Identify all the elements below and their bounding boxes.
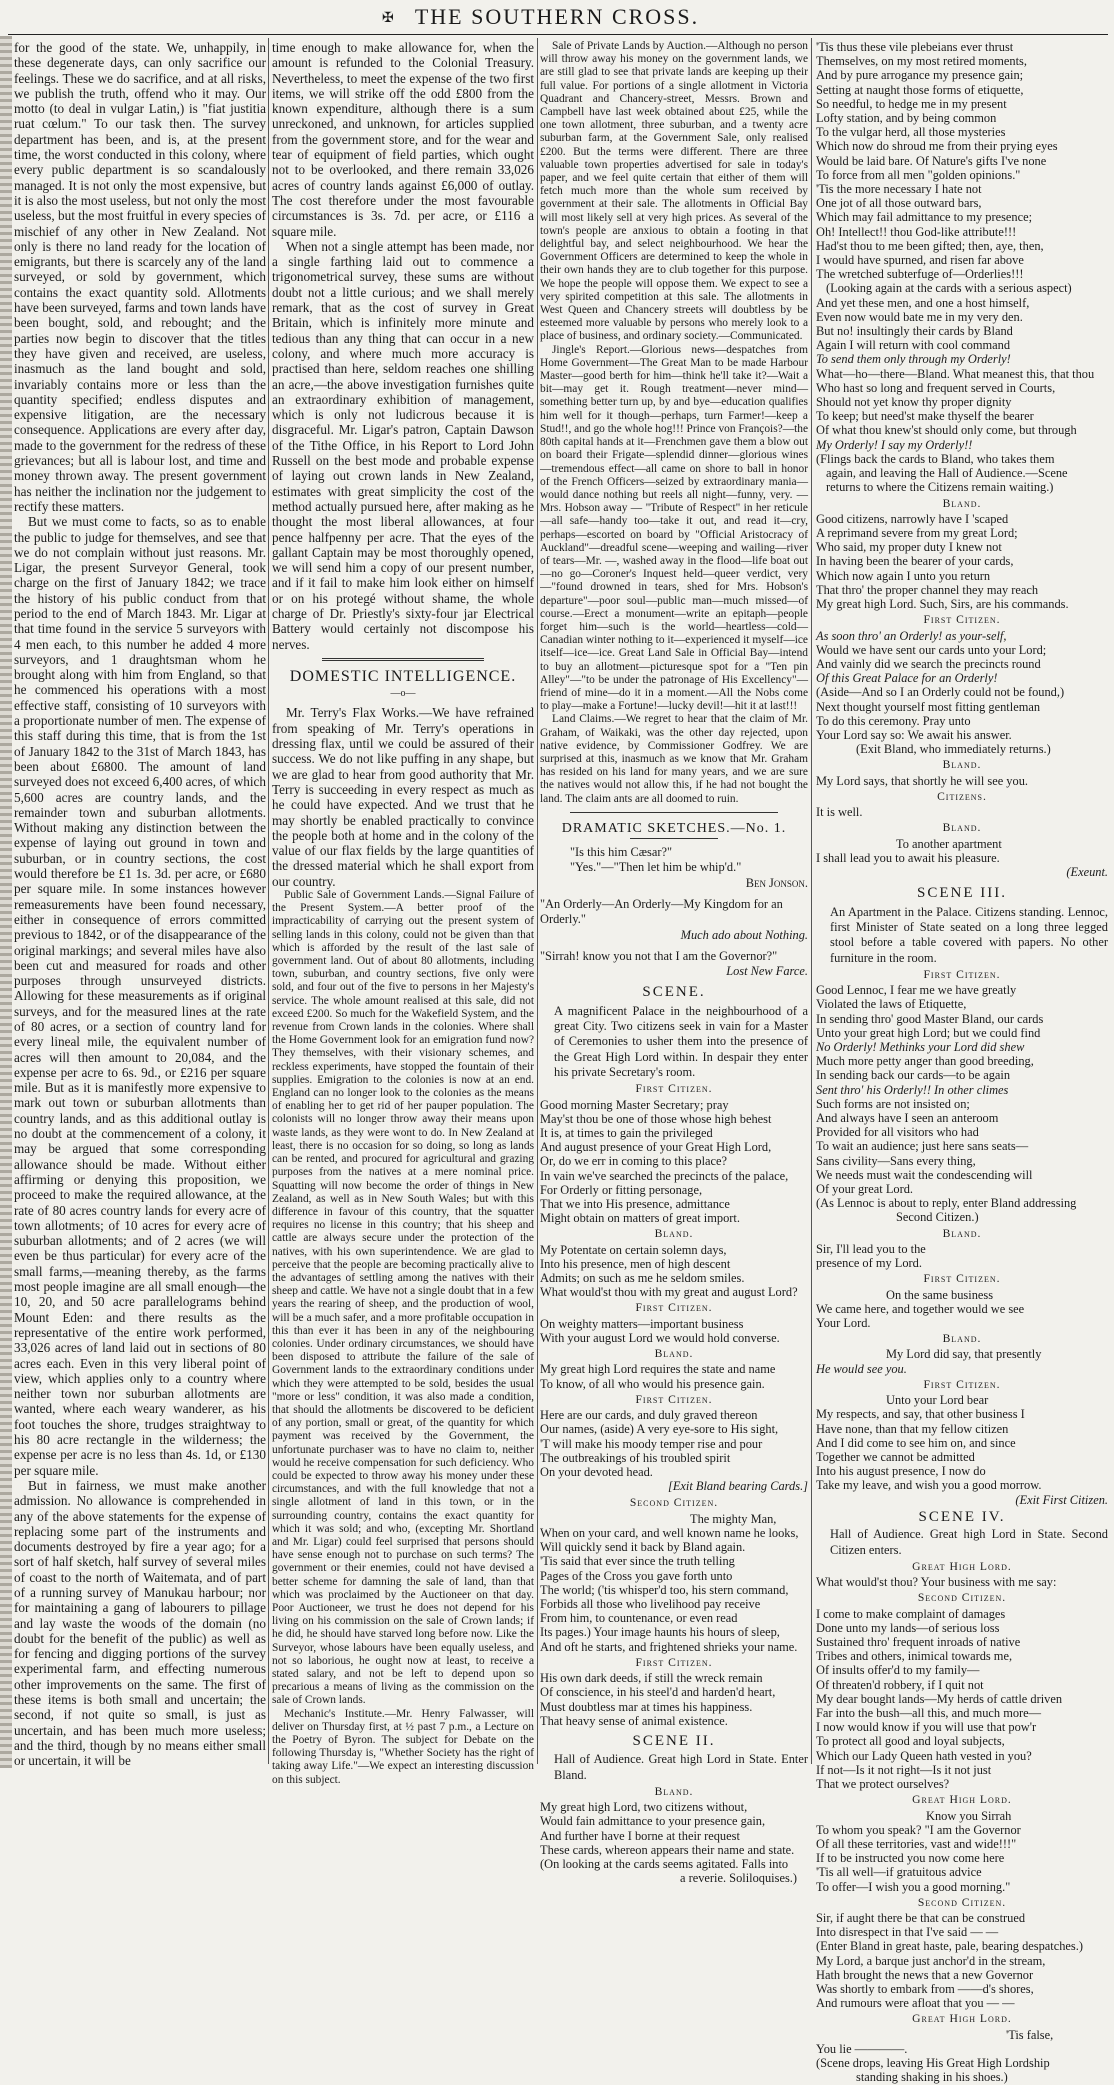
stage-direction: Hall of Audience. Great high Lord in State. Second Citizen enters.	[830, 1527, 1108, 1557]
verse-line: Our names, (aside) A very eye-sore to His sight,	[540, 1422, 779, 1437]
column-4	[816, 40, 1108, 2085]
column-rule-1	[268, 38, 269, 1764]
speaker-label: Second Citizen.	[629, 1496, 719, 1510]
verse-line: Of threaten'd robbery, if I quit not	[816, 1677, 984, 1692]
verse-line: With your august Lord we would hold converse.	[540, 1330, 780, 1345]
verse-line: In sending thro' good Master Bland, our cards	[816, 1011, 1044, 1026]
verse-line: On your devoted head.	[540, 1464, 653, 1479]
verse-block	[816, 837, 1108, 865]
verse-line: Had'st thou to me been gifted; then, aye, then,	[816, 238, 1044, 253]
speaker-label: Bland.	[942, 1226, 982, 1240]
verse-line: (Exit Bland, who immediately returns.)	[856, 742, 1051, 757]
verse-line: And oft he starts, and frightened shrieks your name.	[540, 1639, 798, 1654]
verse-line: And yet these men, and one a host himself,	[816, 295, 1030, 310]
verse-line: Even now would bate me in my very den.	[816, 309, 1023, 324]
verse-block	[816, 629, 1108, 757]
verse-line: Of all these territories, vast and wide!!!"	[816, 1836, 1017, 1851]
verse-line: Was shortly to embark from ——d's shores,	[816, 1982, 1034, 1997]
verse-line: Your Lord say so: We await his answer.	[816, 727, 1012, 742]
speaker-label: First Citizen.	[923, 967, 1001, 981]
verse-block	[816, 40, 1108, 495]
verse-line: Tribes and others, inimical towards me,	[816, 1649, 1013, 1664]
verse-line: Again I will return with cool command	[816, 338, 1011, 353]
masthead-rule	[8, 34, 1108, 35]
verse-line: presence of my Lord.	[816, 1256, 922, 1271]
verse-line: You lie ————.	[816, 2041, 908, 2056]
verse-line: His own dark deeds, if still the wreck remain	[540, 1671, 763, 1686]
verse-line: My great high Lord. Such, Sirs, are his commands.	[816, 597, 1069, 612]
verse-line: Know you Sirrah	[926, 1808, 1012, 1823]
verse-line: May'st thou be one of those whose high behest	[540, 1111, 772, 1126]
jingles-report-paragraph: Jingle's Report.—Glorious news—despatches from Home Government—The Great Man to be made Harbour Master—good berth for him—think he'll take it?—Wait a bit—may get it. Rough treatment—never mind—something better turn up, by and bye—education qualifies him well for it though—perhaps, turn Farmer!—keep a Stud!!, and go the whole hog!!! Prince von François?—the 80th capital hands at it—Frenchmen gave them a blow out on board their Frigate—splendid dinner—glorious wines—tremendous effect—all came on shore to ball in honor of the French Officers—seized by extraordinary mania—would dance nothing but reels all night—funny, very. — Mrs. Hobson away — "Tribute of Respect" in her reticule—all safe—handy too—take it out, and read it—cry, perhaps—escorted on board by "Official Aristocracy of Auckland"—dreadful scene—weeping and wailing—river of tears—Mr. —, washed away in the flood—life boat out—no go—Coroner's Inquest held—queer verdict, very—"found drowned in tears, shed for Mrs. Hobson's departure"—poor soul—public man—much missed—of course.—Erect a monument—write an epitaph—people forget him—such is the world—heartless—cold—Canadian winter nothing to it—experienced it myself—ice itself—ice—ice. Great Land Sale in Official Bay—intend to buy an allotment—picturesque spot for a "Ten pin Alley"—"to be under the patronage of His Excellency"—friend of mine—do it in a moment.—All the Nobs come to play—make a Fortune!—lucky devil!—hit it at last!!!	[540, 343, 808, 713]
stage-direction: An Apartment in the Palace. Citizens standing. Lennoc, first Minister of State seated on a long three legged stool before a table covered with papers. No other furniture in the room.	[830, 904, 1108, 965]
verse-line: (Aside—And so I an Orderly could not be found,)	[816, 685, 1065, 700]
epigraph-attribution: Much ado about Nothing.	[680, 927, 808, 942]
verse-line: Next thought yourself most fitting gentleman	[816, 699, 1041, 714]
verse-block	[816, 1607, 1108, 1792]
verse-line: Who said, my proper duty I knew not	[816, 540, 1002, 555]
verse-line: In sending back our cards—to be again	[816, 1068, 1011, 1083]
verse-line: From him, to countenance, or even read	[540, 1611, 738, 1626]
verse-line: Sans civility—Sans every thing,	[816, 1153, 976, 1168]
speaker-label: Bland.	[654, 1347, 694, 1361]
verse-line: Must doubtless mar at times his happiness.	[540, 1699, 753, 1714]
verse-line: I would have spurned, and risen far above	[816, 253, 1024, 268]
verse-line: Your Lord.	[816, 1315, 871, 1330]
verse-line: To whom you speak? "I am the Governor	[816, 1822, 1021, 1837]
speaker-label: First Citizen.	[923, 613, 1001, 627]
epigraph-attribution: Ben Jonson.	[745, 875, 808, 890]
verse-line: To the vulgar herd, all those mysteries	[816, 125, 1006, 140]
speaker-label: First Citizen.	[635, 1392, 713, 1406]
verse-line: The wretched subterfuge of—Orderlies!!!	[816, 267, 1024, 282]
verse-block	[540, 1800, 808, 1885]
heading-ornament: —o—	[390, 688, 416, 700]
speaker-label: First Citizen.	[635, 1655, 713, 1669]
verse-line: As soon thro' an Orderly! as your-self,	[816, 628, 1007, 643]
speaker-label: Bland.	[654, 1784, 694, 1798]
verse-block	[540, 1317, 808, 1345]
verse-line: Into his august presence, I now do	[816, 1464, 986, 1479]
verse-line: Such forms are not insisted on;	[816, 1096, 970, 1111]
verse-line: What would'st thou? Your business with me say:	[816, 1575, 1057, 1590]
stage-exit: (Exit First Citizen.	[1015, 1492, 1108, 1507]
verse-line: Which our Lady Queen hath vested in you?	[816, 1748, 1032, 1763]
verse-line: I shall lead you to await his pleasure.	[816, 850, 1000, 865]
masthead	[0, 0, 1114, 32]
verse-line: Far into the bush—all this, and much more—	[816, 1706, 1042, 1721]
verse-line: These cards, whereon appears their name and state.	[540, 1842, 795, 1857]
verse-line: Into disrespect in that I've said — —	[816, 1925, 999, 1940]
verse-line: again, and leaving the Hall of Audience.—Scene	[826, 466, 1068, 481]
masthead-mark: ✠	[382, 11, 394, 26]
verse-line: Which now do shroud me from their prying eyes	[816, 139, 1058, 154]
verse-line: Would we have sent our cards unto your Lord;	[816, 642, 1047, 657]
verse-line: Much more petty anger than good breeding,	[816, 1054, 1034, 1069]
verse-line: Which may fail admittance to my presence;	[816, 210, 1033, 225]
verse-line: Or, do we err in coming to this place?	[540, 1154, 728, 1169]
speaker-label: Second Citizen.	[917, 1895, 1007, 1909]
stage-direction: Hall of Audience. Great high Lord in State. Enter Bland.	[554, 1752, 808, 1782]
small-print-news	[540, 40, 808, 806]
article-paragraph: time enough to make allowance for, when the amount is refunded to the Colonial Treasury. Nevertheless, to meet the expense of the two first items, we will strike off the odd £800 from the known expenditure, although there is a sum unreckoned, and unknown, for articles supplied from the government store, and for the wear and tear of equipment of field parties, which ought not to be overlooked, and there remain 33,026 acres of country lands against £6,000 of outlay. The cost therefore under the most favourable circumstances is 3s. 7d. per acre, or £116 a square mile.	[272, 40, 534, 239]
verse-line: The world; ('tis whisper'd too, his stern command,	[540, 1582, 789, 1597]
verse-line: And by pure arrogance my presence gain;	[816, 68, 1024, 83]
verse-line: To another apartment	[896, 836, 1002, 851]
verse-block	[816, 774, 1108, 788]
verse-line: We needs must wait the condescending will	[816, 1167, 1033, 1182]
verse-line: Have none, than that my fellow citizen	[816, 1421, 1009, 1436]
verse-line: On weighty matters—important business	[540, 1316, 744, 1331]
scene-heading: SCENE IV.	[918, 1508, 1006, 1525]
article-paragraph: When not a single attempt has been made, nor a single farthing laid out to commence a trigonometrical survey, these sums are without doubt not a little curious; and we shall merely remark, that as the cost of survey in Great Britain, which is infinitely more minute and tedious than any thing that can occur in a new colony, and where much more accuracy is practised than here, seldom reaches one shilling an acre,—the above investigation furnishes quite an extraordinary exhibition of management, which is only not ludicrous because it is disgraceful. Mr. Ligar's patron, Captain Dawson of the Tithe Office, in his Report to Lord John Russell on the best mode and probable expense of laying out crown lands in New Zealand, estimates with great simplicity the cost of the method actually pursued here, after making as he thought the most liberal allowances, at four pence halfpenny per acre. That the eyes of the gallant Captain may be most thoroughly opened, we will send him a copy of our present number, and if it fail to make him look either on himself or on his protegé without shame, the whole charge of Dr. Priestly's sixty-four jar Electrical Battery would certainly not discompose his nerves.	[272, 238, 534, 652]
verse-block	[540, 1512, 808, 1654]
speaker-label: Second Citizen.	[917, 1591, 1007, 1605]
verse-line: (Enter Bland in great haste, pale, bearing despatches.)	[816, 1939, 1083, 1954]
verse-line: To keep; but need'st make thyself the bearer	[816, 409, 1034, 424]
land-claims-paragraph: Land Claims.—We regret to hear that the claim of Mr. Graham, of Waikaki, was the other day rejected, upon native evidence, by Commissioner Godfrey. We are surprised at this, inasmuch as we know that Mr. Graham has resided on his land for many years, and we are sure the natives would not allow this, if he had not bought the land. The claim ants are all doomed to ruin.	[540, 713, 808, 805]
verse-line: Good citizens, narrowly have I 'scaped	[816, 511, 1009, 526]
verse-line: My Lord did say, that presently	[886, 1347, 1042, 1362]
stage-exit: [Exit Bland bearing Cards.]	[668, 1479, 808, 1494]
mechanics-institute-paragraph: Mechanic's Institute.—Mr. Henry Falwasser, will deliver on Thursday first, at ½ past 7 p.m., a Lecture on the Poetry of Byron. The subject for Debate on the following Thursday is, "Whether Society has the right of taking away Life."—We expect an interesting discussion on this subject.	[272, 1707, 534, 1786]
verse-block	[816, 805, 1108, 819]
verse-line: What would'st thou with my great and august Lord?	[540, 1285, 798, 1300]
small-print-news	[272, 889, 534, 1787]
verse-line: The mighty Man,	[690, 1511, 777, 1526]
verse-line: So needful, to hedge me in my present	[816, 96, 1007, 111]
speaker-label: Bland.	[942, 758, 982, 772]
verse-block	[540, 1408, 808, 1479]
verse-block	[816, 1809, 1108, 1894]
verse-line: a reverie. Soliloquises.)	[680, 1871, 797, 1886]
speaker-label: Bland.	[942, 496, 982, 510]
verse-line: That we into His presence, admittance	[540, 1196, 730, 1211]
verse-line: For Orderly or fitting personage,	[540, 1182, 703, 1197]
verse-line: (Flings back the cards to Bland, who takes them	[816, 451, 1055, 466]
verse-line: Should not yet know thy proper dignity	[816, 395, 1012, 410]
verse-line: (On looking at the cards seems agitated. Falls into	[540, 1856, 789, 1871]
verse-line: We came here, and together would we see	[816, 1301, 1025, 1316]
speaker-label: First Citizen.	[923, 1272, 1001, 1286]
verse-line: 'Tis false,	[1006, 2027, 1054, 2042]
article-paragraph: But in fairness, we must make another admission. No allowance is comprehended in any of the above statements for the expense of replacing some part of the instruments and documents destroyed by fire a year ago; for a sort of half sketch, half survey of several miles of coast to the north of Waitemata, and of part of a running survey of Manukau harbour; nor for maintaining a gang of labourers to pillage and lay waste the woods of the domain (no doubt for the benefit of the public) as well as for fencing and digging portions of the survey experimental farm, and effecting numerous other improvements on the same. The first of these items is both small and uncertain; the second, if not quite so small, is just as uncertain, and has been much more useless; and the third, though by no means either small or uncertain, it will be	[14, 1477, 266, 1769]
verse-line: I come to make complaint of damages	[816, 1606, 1006, 1621]
verse-line: Pages of the Cross you gave forth unto	[540, 1568, 733, 1583]
speaker-label: Citizens.	[937, 789, 987, 803]
verse-line: To protect all good and loyal subjects,	[816, 1734, 1005, 1749]
verse-line: Of conscience, in his steel'd and harden'd heart,	[540, 1685, 776, 1700]
verse-line: To wait an audience; just here sans seats—	[816, 1139, 1029, 1154]
scene-heading: SCENE III.	[917, 885, 1007, 902]
article-paragraph: for the good of the state. We, unhappily, in these degenerate days, can only sacrifice our feelings. These we do sacrifice, and at all risks, we publish the truth, offend who it may. Our motto (to deal in vulgar Latin,) is "fiat justitia ruat cœlum." To our task then. The survey department has been, and is, at the present time, the worst conducted in this colony, where every public department is so scandalously managed. It is not only the most expensive, but it is also the most useless, but not only the most useless, but the most fruitful in every species of mischief of any other in New Zealand. Not only is there no land ready for the location of emigrants, but there is scarcely any of the land surveyed, or sold by government, which contains the exact quantity sold. Allotments have been surveyed, farms and town lands have been bought, sold, and rebought; and the parties now begin to discover that the titles they have given and received, are useless, inasmuch as the land bought and sold, invariably contains more or less than the quantity specified; endless disputes and expensive litigation, are the necessary consequence. Applications are every after day, made to the government for the redress of these grievances; but all is labour lost, and time and money thrown away. The present government has neither the inclination nor the judgement to rectify these matters.	[14, 40, 266, 514]
column-rule-2	[537, 38, 538, 1764]
verse-line: That we protect ourselves?	[816, 1777, 950, 1792]
verse-line: And I did come to see him on, and since	[816, 1435, 1016, 1450]
verse-line: In vain we've searched the precincts of the palace,	[540, 1168, 789, 1183]
verse-line: My respects, and say, that other business I	[816, 1407, 1025, 1422]
article-paragraph: But we must come to facts, so as to enable the public to judge for themselves, and see that we do not complain without just reasons. Mr. Ligar, the present Surveyor General, took charge on the first of January 1842; we trace the history of his public conduct from that period to the end of March 1843. Mr. Ligar at that time found in the service 5 surveyors with 4 men each, to this number he added 4 more surveyors, and 1 draughtsman whom he brought along with him from England, so that he commenced his operations with a most effective staff, consisting of 10 surveyors with a proportionate number of men. The expense of this staff during this time, that is from the 1st of January 1842 to the 31st of March 1843, has been about £6800. The amount of land surveyed does not exceed 6,400 acres, of which 5,600 acres are country lands, and the remainder town and suburban allotments. Without making any distinction between the expense of laying out ground in town and suburban, or in country sections, the cost would therefore be £1 1s. 3d. per acre, or £680 per square mile. In some instances however remeasurements have been found necessary, either in consequence of errors committed previous to 1842, or of the disappearance of the original markings; and several miles have also been cut and measured for roads and other purposes through unsurveyed districts. Allowing for these measurements as if original surveys, and for the measured lines at the rate of 80 acres, or a section of country land for every lineal mile, the equivalent number of acres will then amount to 20,084, and the expense per acre to 6s. 9d., or £216 per square mile. But as it is manifestly more expensive to mark out town or suburban allotments than country lands, and as this additional outlay is no doubt at the commencement of a colony, it may be argued that some corresponding allowance should be made. Without either affirming or denying this proposition, we proceed to make the required allowance, at the rate of 80 acres country lands for every acre of town allotments; of 10 acres for every acre of suburban allotments; and of 2 acres (we will even be thus particular) for every acre of the small farms,—meaning thereby, as the farms most people imagine are all small enough—the 10, 20, and 50 acre parallelograms behind Mount Eden: and there results as the representative of the entire work performed, 33,026 acres of land laid out in sections of 80 acres each. Even in this very liberal point of view, which applies only to a country where neither town nor suburban allotments are wanted, where each weary wanderer, as his foot touches the shore, trudges straightway to his 80 acre rectangle in the wilderness; the expense per acre is no less than 4s. 1d, or £130 per square mile.	[14, 514, 266, 1478]
verse-line: Lofty station, and by being common	[816, 111, 997, 126]
verse-line: My Potentate on certain solemn days,	[540, 1242, 727, 1257]
verse-block	[816, 512, 1108, 611]
verse-line: I now would know if you will use that pow'r	[816, 1720, 1037, 1735]
column-rule-3	[811, 38, 812, 1764]
column-2	[272, 40, 534, 1786]
column-3	[540, 40, 808, 1886]
verse-line: My great high Lord requires the state and name	[540, 1362, 776, 1377]
verse-line: (As Lennoc is about to reply, enter Bland addressing	[816, 1196, 1077, 1211]
public-sale-paragraph: Public Sale of Government Lands.—Signal Failure of the Present System.—A better proof of the impracticability of carrying out the present system of selling lands in this colony, could not be given than that which is afforded by the result of the last sale of government land. Out of about 80 allotments, including town, suburban, and country sections, five only were sold, and four out of the five to persons in her Majesty's service. The whole amount realised at this sale, did not exceed £200. So much for the Wakefield System, and the revenue from Crown lands in the colonies. Where shall the Home Government look for an emigration fund now? They themselves, with their visionary schemes, and reckless experiments, have stopped the fountain of their supplies. Emigration to the colonies is now at an end. England can no longer look to the colonies as the means of enabling her to get rid of her pauper population. The colonists will no longer throw away their means upon waste lands, as they were wont to do. In New Zealand at least, there is no occasion for so doing, so long as lands can be rented, and procured for agricultural and grazing purposes from the natives at a mere nominal price. Squatting will now become the order of things in New Zealand, as well as in New South Wales; but with this difference in favour of this country, that the squatter requires no license in this country; that his sheep and cattle are always secure under the protection of the natives, with his own superintendence. We are glad to perceive that the people are becoming practically alive to the advantages of settling among the natives with their sheep and cattle. We have not a single doubt that in a few years the rearing of sheep, and the production of wool, will be a much safer, and a more profitable occupation in this than ever it has been in any of the neighbouring colonies. Under ordinary circumstances, we should have been disposed to attribute the failure of the sale of Government lands to the extraordinary conditions under which they were attempted to be sold, besides the usual "more or less" condition, it was also made a condition, that should the allotments be discovered to be deficient of any portion, small or great, of the quantity for which payment was received by the Government, the unfortunate purchaser was to have no claim to, neither would he receive compensation for such deficiency. Who could be expected to throw away his money under these circumstances, and with the full knowledge that not a single allotment of land in this town, or in the surrounding country, contains the exact quantity for which it was sold; and who, (excepting Mr. Shortland and Mr. Ligar) could feel surprised that persons should have sense enough not to purchase on such terms? The government or their enemies, could not have devised a better scheme for damning the sale of land, than that which was proclaimed by the Auctioneer on that day. Poor Auctioneer, we trust he does not depend for his living on his commission on the sale of Crown lands; if he did, he should have starved long before now. Like the Surveyor, whose labours have been equally useless, and not so laborious, he ought now at least, to receive a stated salary, and not be left to depend upon so precarious a means of living as the commission on the sale of Crown lands.	[272, 889, 534, 1707]
verse-line: To do this ceremony. Pray unto	[816, 713, 971, 728]
verse-block	[816, 1242, 1108, 1270]
verse-line: To know, of all who would his presence gain.	[540, 1376, 765, 1391]
speaker-label: Bland.	[942, 821, 982, 835]
verse-line: Would fain admittance to your presence gain,	[540, 1814, 766, 1829]
verse-line: Together we cannot be admitted	[816, 1450, 975, 1464]
verse-line: To offer—I wish you a good morning."	[816, 1879, 1011, 1894]
verse-line: Forbids all those who livelihood pay receive	[540, 1597, 761, 1611]
dramatic-sketches-heading: DRAMATIC SKETCHES.—No. 1.	[561, 820, 787, 836]
verse-line: Sent thro' his Orderly!! In other climes	[816, 1082, 1009, 1097]
verse-line: When on your card, and well known name he looks,	[540, 1525, 799, 1540]
verse-line: Hath brought the news that a new Governor	[816, 1967, 1034, 1982]
binding-edge	[0, 36, 12, 1768]
verse-line: Unto your Lord bear	[886, 1393, 989, 1408]
speaker-label: First Citizen.	[635, 1082, 713, 1096]
flax-works-paragraph: Mr. Terry's Flax Works.—We have refrained from speaking of Mr. Terry's operations in dressing flax, until we could be assured of their success. We do not like puffing in any shape, but we are glad to hear from good authority that Mr. Terry is succeeding in every respect as much as he could have expected. And we trust that he may shortly be enabled practically to convince the people both at home and in the colony of the value of our flax fields by the large quantities of the dressed material which he shall export from our country.	[272, 705, 534, 889]
verse-line: My Orderly! I say my Orderly!!	[816, 437, 973, 452]
verse-line: He would see you.	[816, 1361, 907, 1376]
verse-line: My great high Lord, two citizens without,	[540, 1800, 748, 1815]
speaker-label: Great High Lord.	[912, 1793, 1012, 1807]
verse-line: That thro' the proper channel they may reach	[816, 582, 1039, 597]
speaker-label: Great High Lord.	[912, 2012, 1012, 2026]
verse-line: Admits; on such as me he seldom smiles.	[540, 1271, 745, 1286]
verse-line: Into his presence, men of high descent	[540, 1256, 731, 1271]
epigraph-quote: "An Orderly—An Orderly—My Kingdom for an Orderly."	[540, 896, 783, 927]
column-1-survey-article	[14, 40, 266, 1769]
verse-block	[540, 1098, 808, 1226]
verse-block	[540, 1362, 808, 1390]
section-divider	[570, 812, 778, 813]
verse-line: One jot of all those outward bars,	[816, 196, 982, 211]
verse-line: Sir, if aught there be that can be construed	[816, 1911, 1026, 1926]
verse-line: If not—Is it not right—Is it not just	[816, 1762, 992, 1777]
verse-line: 'T will make his moody temper rise and pour	[540, 1436, 763, 1451]
verse-line: The outbreakings of his troubled spirit	[540, 1450, 731, 1465]
verse-line: standing shaking in his shoes.)	[856, 2070, 1008, 2085]
verse-line: Of your great Lord.	[816, 1181, 914, 1196]
verse-block	[816, 1347, 1108, 1375]
verse-line: To send them only through my Orderly!	[816, 352, 1011, 367]
verse-block	[816, 983, 1108, 1224]
verse-line: Done unto my lands—of serious loss	[816, 1620, 1000, 1635]
speaker-label: Great High Lord.	[912, 1559, 1012, 1573]
verse-line: And always have I seen an anteroom	[816, 1110, 999, 1125]
verse-block	[540, 1243, 808, 1300]
verse-line: Sustained thro' frequent inroads of native	[816, 1635, 1021, 1649]
domestic-intelligence-heading: DOMESTIC INTELLIGENCE.	[289, 667, 517, 685]
verse-line: Setting at naught those forms of etiquette,	[816, 82, 1024, 97]
verse-block	[816, 1911, 1108, 2010]
verse-line: 'Tis all well—if gratuitous advice	[816, 1865, 982, 1880]
verse-line: My dear bought lands—My herds of cattle driven	[816, 1691, 1063, 1706]
verse-line: Of what thou knew'st should only come, but through	[816, 423, 1077, 438]
verse-line: Its pages.) Your image haunts his hours of sleep,	[540, 1625, 780, 1640]
verse-block	[540, 1671, 808, 1728]
verse-line: returns to where the Citizens remain waiting.)	[826, 480, 1054, 495]
verse-line: 'Tis said that ever since the truth telling	[540, 1554, 735, 1569]
verse-line: Would be laid bare. Of Nature's gifts I've none	[816, 153, 1047, 168]
scene-heading: SCENE II.	[632, 1732, 716, 1749]
stage-direction: A magnificent Palace in the neighbourhood of a great City. Two citizens seek in vain for a Master of Ceremonies to usher them into the presence of the Great High Lord within. In despair they enter his private Secretary's room.	[554, 1003, 808, 1079]
section-divider	[630, 838, 718, 839]
verse-line: Good morning Master Secretary; pray	[540, 1097, 729, 1112]
verse-line: Who hast so long and frequent served in Courts,	[816, 380, 1056, 395]
newspaper-title: THE SOUTHERN CROSS.	[414, 4, 700, 29]
verse-line: Violated the laws of Etiquette,	[816, 997, 967, 1012]
verse-line: Sir, I'll lead you to the	[816, 1241, 926, 1256]
verse-line: Of insults offer'd to my family—	[816, 1663, 980, 1678]
verse-line: On the same business	[886, 1287, 994, 1302]
speaker-label: First Citizen.	[923, 1377, 1001, 1391]
verse-line: A reprimand severe from my great Lord;	[816, 526, 1018, 540]
verse-line: Provided for all visitors who had	[816, 1125, 979, 1140]
verse-line: 'Tis the more necessary I hate not	[816, 182, 982, 197]
verse-line: In having been the bearer of your cards,	[816, 554, 1014, 569]
speaker-label: First Citizen.	[635, 1301, 713, 1315]
verse-line: If to be instructed you now come here	[816, 1851, 1005, 1866]
verse-line: Take my leave, and wish you a good morrow.	[816, 1478, 1042, 1493]
verse-line: That heavy sense of animal existence.	[540, 1713, 728, 1728]
verse-line: To force from all men "golden opinions."	[816, 167, 1021, 182]
verse-line: Will quickly send it back by Bland again.	[540, 1540, 746, 1555]
verse-line: And vainly did we search the precincts round	[816, 656, 1041, 671]
section-divider	[322, 658, 484, 661]
verse-line: Oh! Intellect!! thou God-like attribute!!!	[816, 224, 1017, 239]
verse-line: Here are our cards, and duly graved thereon	[540, 1408, 758, 1423]
verse-line: What—ho—there—Bland. What meanest this, that thou	[816, 366, 1095, 381]
verse-line: Second Citizen.)	[896, 1210, 979, 1225]
verse-line: Of this Great Palace for an Orderly!	[816, 671, 998, 686]
verse-line: And august presence of your Great High Lord,	[540, 1140, 772, 1155]
speaker-label: Bland.	[942, 1332, 982, 1346]
epigraph-attribution: Lost New Farce.	[726, 964, 808, 979]
verse-line: (Scene drops, leaving His Great High Lordship	[816, 2056, 1050, 2071]
verse-line: No Orderly! Methinks your Lord did shew	[816, 1039, 1025, 1054]
verse-line: Good Lennoc, I fear me we have greatly	[816, 983, 1017, 998]
verse-block	[816, 2028, 1108, 2085]
verse-line: It is, at times to gain the privileged	[540, 1125, 713, 1140]
verse-line: Unto your great high Lord; but we could find	[816, 1025, 1041, 1040]
speaker-label: Bland.	[654, 1227, 694, 1241]
verse-line: My Lord says, that shortly he will see you.	[816, 773, 1028, 788]
verse-line: It is well.	[816, 805, 863, 820]
verse-line: (Looking again at the cards with a serious aspect)	[826, 281, 1072, 296]
verse-line: Themselves, on my most retired moments,	[816, 54, 1027, 69]
verse-line: Might obtain on matters of great import.	[540, 1211, 740, 1226]
verse-line: But no! insultingly their cards by Bland	[816, 324, 1013, 339]
epigraph-quote: "Is this him Cæsar?" "Yes."—"Then let him be whip'd."	[570, 845, 742, 875]
verse-line: 'Tis thus these vile plebeians ever thrust	[816, 40, 1014, 54]
verse-line: My Lord, a barque just anchor'd in the stream,	[816, 1953, 1046, 1968]
stage-exit: (Exeunt.	[1066, 865, 1108, 880]
verse-line: And further have I borne at their request	[540, 1828, 740, 1843]
verse-line: And rumours were afloat that you — —	[816, 1996, 1015, 2011]
scene-heading: SCENE.	[642, 984, 706, 1001]
verse-block	[816, 1393, 1108, 1492]
private-lands-paragraph: Sale of Private Lands by Auction.—Although no person will throw away his money on the government lands, we are still glad to see that private lands are keeping up their full value. For portions of a single allotment in Victoria Quadrant and Chancery-street, Messrs. Brown and Campbell have last week obtained about £25, while the one town allotment, three suburban, and a twenty acre suburban farm, at the Government Sale, only realised £200. But the terms were different. There are three valuable town properties advertised for sale in today's paper, and we feel quite certain that either of them will fetch much more than the whole sum received by government at their sale. The allotments in Official Bay will most likely sell at very high prices. As several of the town's people are anxious to obtain a footing in that delightful bay, and select neighbourhood. We hear the Government Officers are determined to keep the whole in their own hands they are to club together for this purpose. We hope the people will oppose them. We expect to see a very spirited competition at this sale. The allotments in West Queen and Chancery streets will doubtless by be esteemed more valuable by persons who merely look to a place of business, and ordinary society.—Communicated.	[540, 40, 808, 343]
epigraph-quote: "Sirrah! know you not that I am the Governor?"	[540, 948, 778, 963]
verse-line: Which now again I unto you return	[816, 568, 991, 583]
verse-block	[816, 1288, 1108, 1331]
verse-block	[816, 1575, 1108, 1589]
